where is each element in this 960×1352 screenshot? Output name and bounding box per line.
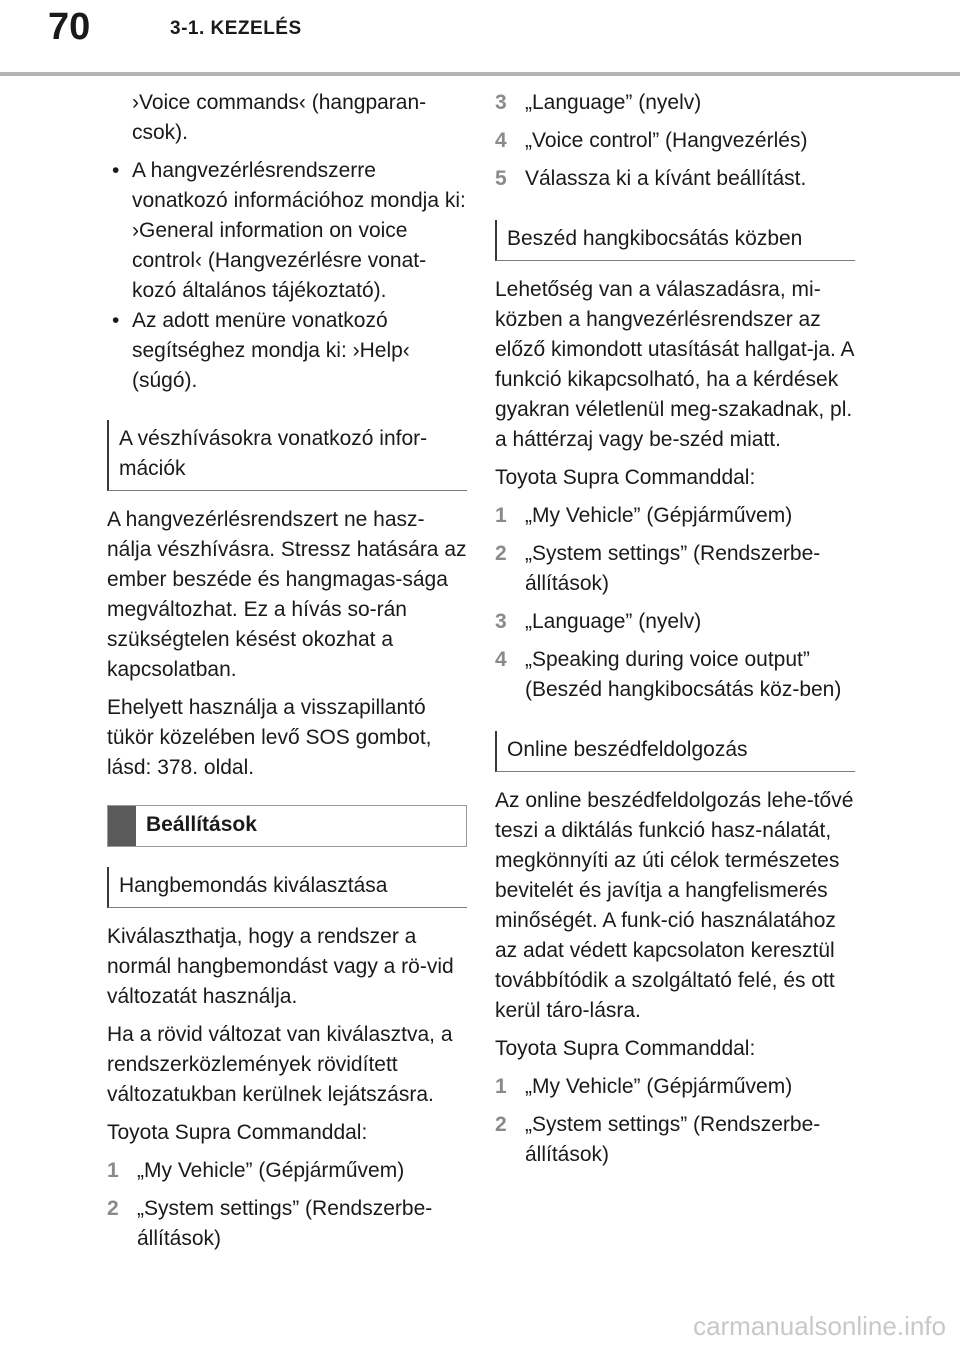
step-item: [495, 126, 855, 156]
paragraph: Kiválaszthatja, hogy a rendszer a normál hangbemondást vagy a rö-vid változatát használja.: [107, 925, 454, 1008]
section-heading-label: Beállítások: [146, 813, 257, 836]
paragraph: Ha a rövid változat van kiválasztva, a rendszerközlemények rövidített változatukban kerülnek lejátszásra.: [107, 1023, 453, 1106]
paragraph: Az online beszédfeldolgozás lehe-tővé teszi a diktálás funkció hasz-nálatát, megkönnyíti az úti célok természetes bevitelét és javítja a hangfelismerés minőségét. A funk-ció használatához az adat védett kapcsolaton keresztül továbbítódik a szolgáltató felé, és ott kerül táro-lásra.: [495, 789, 854, 1022]
step-text: „My Vehicle” (Gépjárművem): [525, 1075, 793, 1098]
step-item: [107, 1194, 467, 1254]
step-text: Válassza ki a kívánt beállítást.: [525, 167, 807, 190]
subheading-online: Online beszédfeldolgozás: [495, 731, 855, 772]
page-header: [0, 0, 960, 80]
paragraph: Ehelyett használja a visszapillantó tükör közelében levő SOS gombot, lásd: 378. oldal.: [107, 696, 432, 779]
header-divider: [0, 72, 960, 76]
paragraph: A hangvezérlésrendszert ne hasz-nálja vészhívásra. Stressz hatására az ember beszéde és hangmagas-sága megváltozhat. Ez a hívás so-rán szükségtelen késést okozhat a kapcsolatban.: [107, 508, 467, 681]
step-item: [495, 645, 855, 705]
bullet-text: Az adott menüre vonatkozó segítséghez mondja ki: ›Help‹ (súgó).: [132, 309, 410, 392]
paragraph: Toyota Supra Commanddal:: [495, 1037, 756, 1060]
step-text: „Language” (nyelv): [525, 610, 702, 633]
step-item: [495, 539, 855, 599]
step-number: 2: [495, 542, 507, 565]
step-item: [495, 164, 855, 194]
bullet-item: [107, 156, 467, 306]
step-text: „System settings” (Rendszerbe-állítások): [525, 1113, 821, 1166]
left-column: [107, 88, 467, 1262]
section-title: 3-1. KEZELÉS: [170, 18, 302, 39]
paragraph: Toyota Supra Commanddal:: [495, 466, 756, 489]
step-number: 3: [495, 91, 507, 114]
heading-bar: [108, 806, 136, 846]
step-number: 5: [495, 167, 507, 190]
step-number: 2: [107, 1197, 119, 1220]
section-heading-settings: [107, 805, 467, 847]
step-item: [495, 1072, 855, 1102]
step-text: „My Vehicle” (Gépjárművem): [137, 1159, 405, 1182]
step-item: [495, 501, 855, 531]
step-number: 1: [495, 504, 507, 527]
step-text: „System settings” (Rendszerbe-állítások): [137, 1197, 433, 1250]
step-number: 1: [107, 1159, 119, 1182]
step-text: „Speaking during voice output” (Beszéd hangkibocsátás köz-ben): [525, 648, 842, 701]
bullet-item: [107, 306, 467, 396]
paragraph: Lehetőség van a válaszadásra, mi-közben a hangvezérlésrendszer az előző kimondott utasítását hallgat-ja. A funkció kikapcsolható, ha a kérdések gyakran véletlenül meg-szakadnak, pl. a háttérzaj vagy be-széd miatt.: [495, 278, 854, 451]
step-number: 2: [495, 1113, 507, 1136]
step-number: 1: [495, 1075, 507, 1098]
watermark: carmanualsonline.info: [693, 1311, 946, 1341]
subheading-emergency: A vészhívásokra vonatkozó infor-mációk: [107, 420, 467, 491]
right-column: [495, 88, 855, 1178]
step-text: „Language” (nyelv): [525, 91, 702, 114]
step-item: [495, 607, 855, 637]
step-item: [107, 1156, 467, 1186]
bullet-text: A hangvezérlésrendszerre vonatkozó információhoz mondja ki: ›General information on voice control‹ (Hangvezérlésre vonat-kozó általános tájékoztató).: [132, 159, 466, 302]
continued-text: ›Voice commands‹ (hangparan-csok).: [132, 91, 427, 144]
step-item: [495, 88, 855, 118]
bullet-icon: •: [112, 159, 120, 182]
subheading-speaking: Beszéd hangkibocsátás közben: [495, 220, 855, 261]
step-number: 4: [495, 648, 507, 671]
step-text: „My Vehicle” (Gépjárművem): [525, 504, 793, 527]
step-text: „Voice control” (Hangvezérlés): [525, 129, 808, 152]
bullet-icon: •: [112, 309, 120, 332]
subheading-announcement: Hangbemondás kiválasztása: [107, 867, 467, 908]
paragraph: Toyota Supra Commanddal:: [107, 1121, 368, 1144]
step-number: 4: [495, 129, 507, 152]
step-number: 3: [495, 610, 507, 633]
step-item: [495, 1110, 855, 1170]
step-text: „System settings” (Rendszerbe-állítások): [525, 542, 821, 595]
page-number: 70: [48, 6, 91, 48]
